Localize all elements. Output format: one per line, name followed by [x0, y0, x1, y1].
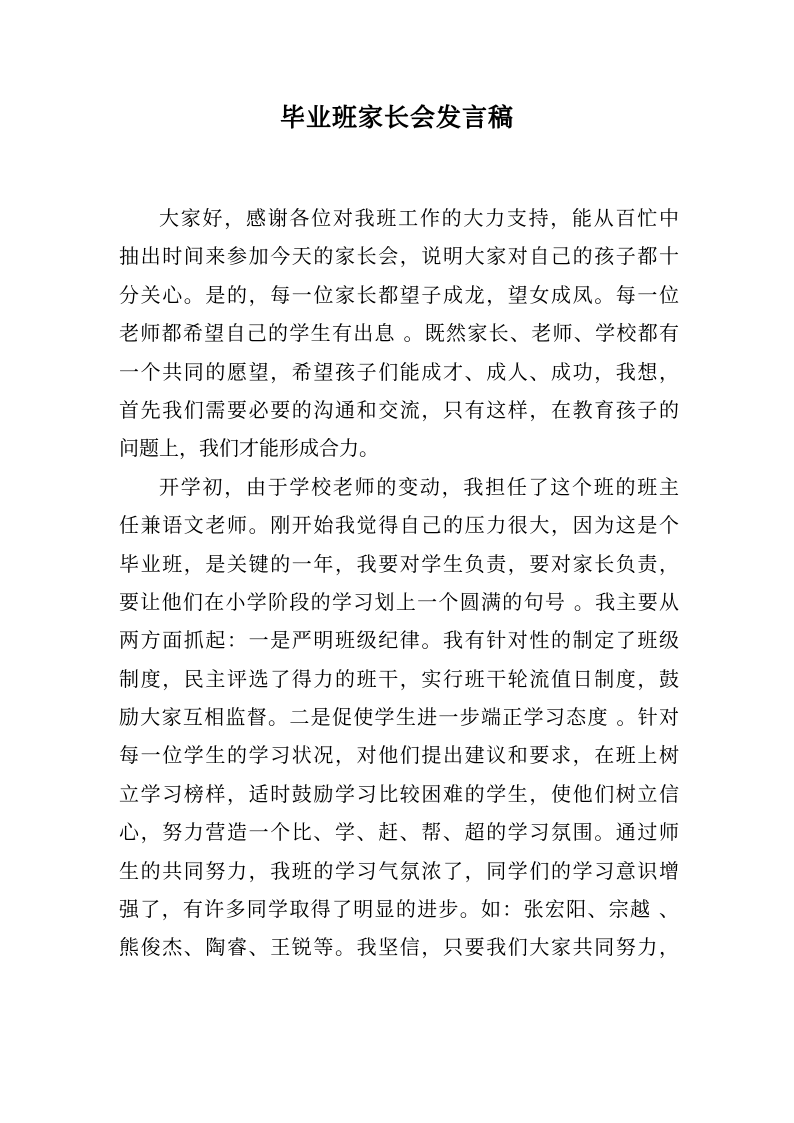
- paragraph-line: 大家好，感谢各位对我班工作的大力支持，能从百忙中: [159, 206, 679, 230]
- paragraph-line: 一个共同的愿望，希望孩子们能成才、成人、成功，我想，: [119, 359, 679, 384]
- paragraph-1: [119, 199, 679, 468]
- paragraph-line: 首先我们需要必要的沟通和交流，只有这样，在教育孩子的: [119, 397, 679, 422]
- paragraph-line: 制度，民主评选了得力的班干，实行班干轮流值日制度，鼓: [119, 666, 679, 691]
- paragraph-line: 每一位学生的学习状况，对他们提出建议和要求，在班上树: [119, 743, 679, 768]
- paragraph-line: 抽出时间来参加今天的家长会，说明大家对自己的孩子都十: [119, 244, 679, 269]
- paragraph-line: 分关心。是的，每一位家长都望子成龙，望女成凤。每一位: [119, 282, 679, 307]
- paragraph-line: 任兼语文老师。刚开始我觉得自己的压力很大，因为这是个: [119, 513, 679, 538]
- paragraph-line: 老师都希望自己的学生有出息 。既然家长、老师、学校都有: [119, 321, 679, 346]
- paragraph-2: [119, 468, 679, 967]
- paragraph-line: 要让他们在小学阶段的学习划上一个圆满的句号 。我主要从: [119, 589, 679, 614]
- document-title: 毕业班家长会发言稿: [279, 103, 514, 132]
- paragraph-line: 心，努力营造一个比、学、赶、帮、超的学习氛围。通过师: [119, 820, 679, 845]
- paragraph-line: 问题上，我们才能形成合力。: [119, 436, 379, 461]
- paragraph-line: 开学初，由于学校老师的变动，我担任了这个班的班主: [159, 474, 679, 499]
- paragraph-line: 熊俊杰、陶睿、王锐等。我坚信，只要我们大家共同努力，: [119, 935, 679, 960]
- document-body: [119, 199, 679, 967]
- paragraph-line: 强了，有许多同学取得了明显的进步。如：张宏阳、宗越 、: [119, 897, 679, 922]
- paragraph-line: 两方面抓起：一是严明班级纪律。我有针对性的制定了班级: [119, 628, 679, 653]
- paragraph-line: 生的共同努力，我班的学习气氛浓了，同学们的学习意识增: [119, 858, 679, 883]
- paragraph-line: 立学习榜样，适时鼓励学习比较困难的学生，使他们树立信: [119, 781, 679, 806]
- paragraph-line: 励大家互相监督。二是促使学生进一步端正学习态度 。针对: [119, 705, 679, 730]
- paragraph-line: 毕业班，是关键的一年，我要对学生负责，要对家长负责，: [119, 551, 679, 576]
